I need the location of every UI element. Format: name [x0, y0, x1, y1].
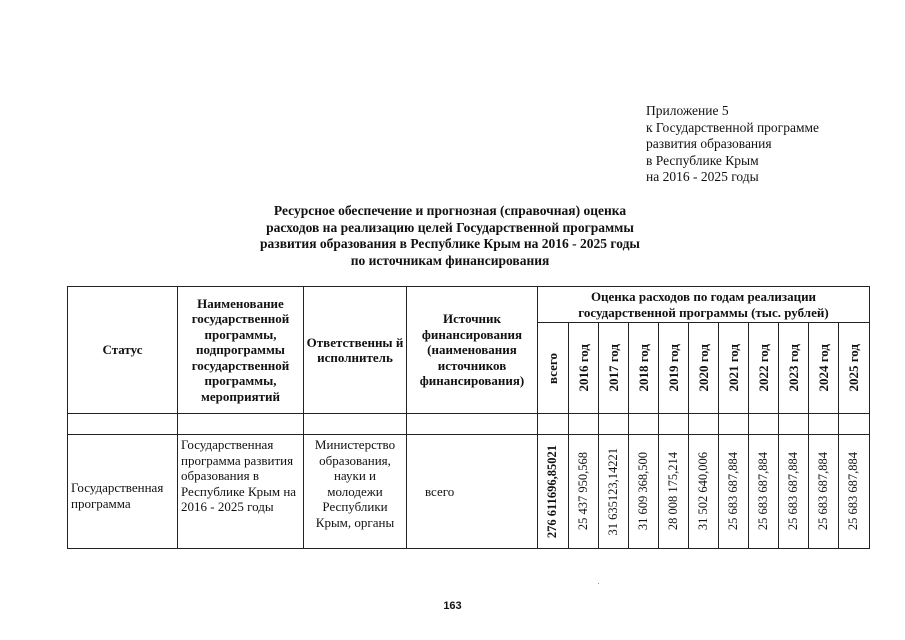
header-year-total: [538, 323, 569, 414]
cell-value: 31 502 640,006: [695, 452, 710, 531]
column-number: [629, 414, 659, 435]
cell-value: 25 683 687,884: [785, 452, 800, 531]
year-label: 2023 год: [785, 344, 801, 392]
header-year-2024: [809, 323, 839, 414]
header-year-2021: [719, 323, 749, 414]
year-label: 2024 год: [815, 344, 831, 392]
value-2024: [809, 435, 839, 549]
column-number: [689, 414, 719, 435]
column-number: [719, 414, 749, 435]
cell-value: 28 008 175,214: [665, 452, 680, 531]
cell-value: 25 683 687,884: [846, 452, 861, 531]
header-year-2018: [629, 323, 659, 414]
column-number: [68, 414, 178, 435]
header-year-2017: [599, 323, 629, 414]
cell-value: 31 635123,14221: [605, 447, 620, 536]
row-executor-text: Министерство образования, науки и молодежи Республики Крым, органы: [314, 437, 396, 530]
row-name: [178, 435, 304, 549]
value-2021: [719, 435, 749, 549]
row-status: [68, 435, 178, 549]
cell-value: 25 683 687,884: [725, 452, 740, 531]
header-year-2023: [779, 323, 809, 414]
header-source: Источник финансирования (наименования источников финансирования): [407, 287, 538, 414]
column-number: [659, 414, 689, 435]
title-line: развития образования в Республике Крым на 2016 - 2025 годы: [260, 236, 640, 251]
column-number: [178, 414, 304, 435]
value-2019: [659, 435, 689, 549]
appendix-note: [646, 103, 819, 186]
table-row: [68, 435, 870, 549]
column-number: [538, 414, 569, 435]
header-year-2020: [689, 323, 719, 414]
value-2022: [749, 435, 779, 549]
value-2023: [779, 435, 809, 549]
year-label: 2017 год: [605, 344, 621, 392]
row-name-text: Государственная программа развития образования в Республике Крым на 2016 - 2025 годы: [181, 437, 297, 514]
row-source-text: всего: [425, 483, 455, 499]
appendix-line: развития образования: [646, 136, 772, 151]
column-number: [304, 414, 407, 435]
cell-value: 31 609 368,500: [635, 452, 650, 531]
cell-value: 25 683 687,884: [815, 452, 830, 531]
year-label: 2025 год: [846, 344, 862, 392]
header-name: Наименование государственной программы, подпрограммы государственной программы, мероприятий: [178, 287, 304, 414]
year-label: 2019 год: [665, 344, 681, 392]
row-status-text: Государственная программа: [71, 480, 164, 511]
cell-value: 25 437 950,568: [575, 452, 590, 531]
appendix-line: к Государственной программе: [646, 119, 820, 135]
scan-speck: [598, 583, 599, 584]
header-status: Статус: [68, 287, 178, 414]
column-number: [839, 414, 870, 435]
funding-table: [67, 286, 870, 549]
value-2017: [599, 435, 629, 549]
column-number: [407, 414, 538, 435]
header-executor: Ответственны й исполнитель: [304, 287, 407, 414]
title-line: по источникам финансирования: [350, 252, 550, 268]
header-year-2019: [659, 323, 689, 414]
value-2025: [839, 435, 870, 549]
title-line: расходов на реализацию целей Государственной программы: [266, 219, 634, 235]
value-total: [538, 435, 569, 549]
year-label: 2021 год: [725, 344, 741, 392]
column-number: [779, 414, 809, 435]
year-label: 2016 год: [575, 344, 591, 392]
cell-value: 25 683 687,884: [755, 452, 770, 531]
year-label: 2022 год: [755, 344, 771, 392]
document-title: [150, 203, 750, 269]
title-line: Ресурсное обеспечение и прогнозная (справочная) оценка: [273, 203, 627, 218]
row-executor: [304, 435, 407, 549]
appendix-line: в Республике Крым: [646, 152, 759, 168]
page-number: 163: [443, 600, 462, 612]
appendix-line: на 2016 - 2025 годы: [646, 169, 759, 184]
column-number: [599, 414, 629, 435]
year-label: 2018 год: [635, 344, 651, 392]
row-source: [407, 435, 538, 549]
column-number: [809, 414, 839, 435]
header-year-2016: [569, 323, 599, 414]
appendix-line: Приложение 5: [646, 103, 729, 118]
header-year-2022: [749, 323, 779, 414]
header-estimate: Оценка расходов по годам реализации государственной программы (тыс. рублей): [538, 287, 870, 323]
value-2020: [689, 435, 719, 549]
year-label: 2020 год: [695, 344, 711, 392]
column-number: [569, 414, 599, 435]
cell-value: 276 611696,85021: [545, 444, 560, 539]
header-year-2025: [839, 323, 870, 414]
column-number-row: [68, 414, 870, 435]
value-2016: [569, 435, 599, 549]
value-2018: [629, 435, 659, 549]
column-number: [749, 414, 779, 435]
year-label: всего: [545, 352, 561, 384]
